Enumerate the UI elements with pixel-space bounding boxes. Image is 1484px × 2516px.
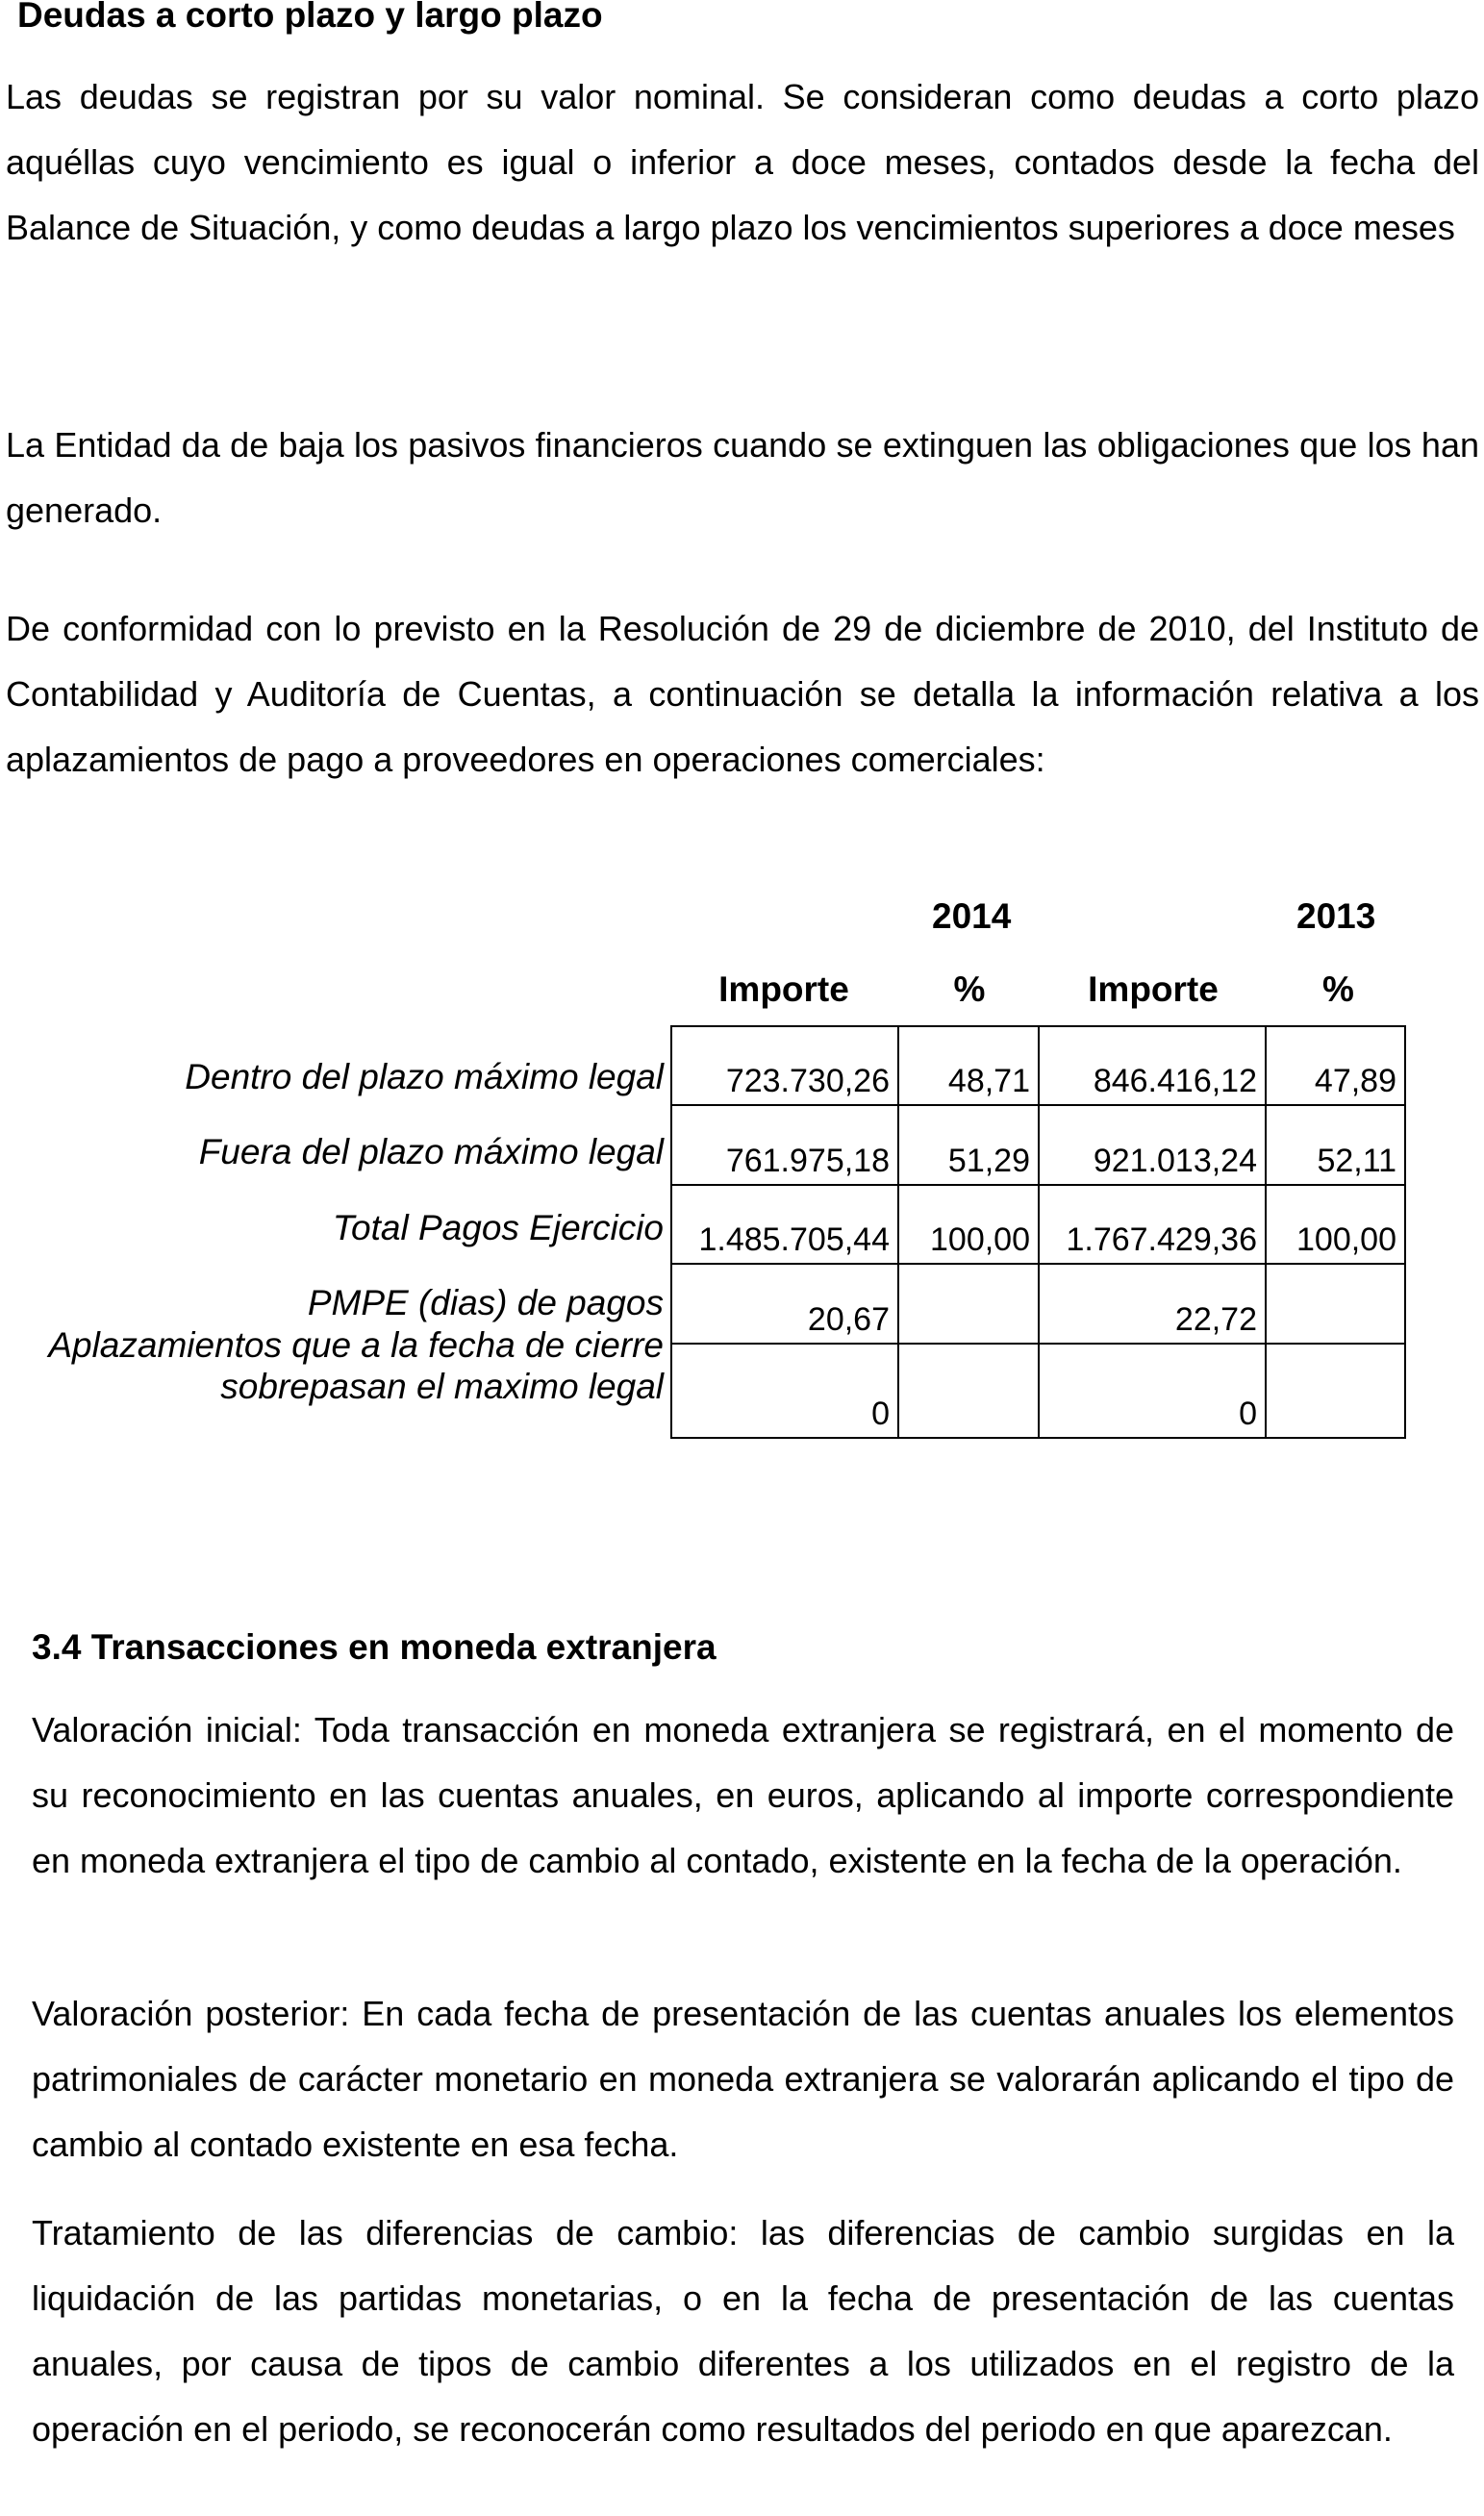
supplier-payments-table xyxy=(670,1025,1406,1439)
table-cell: 1.485.705,44 xyxy=(671,1185,898,1264)
section-heading-foreign-currency: 3.4 Transacciones en moneda extranjera xyxy=(32,1627,717,1667)
paragraph-initial-valuation: Valoración inicial: Toda transacción en moneda extranjera se registrará, en el momento de su reconocimiento en las cuentas anuales, en euros, aplicando al importe correspondiente en moneda extranjera el tipo de cambio al contado, existente en la fecha de la operación. xyxy=(32,1710,1454,1880)
row-label-deferrals-line2: sobrepasan el maximo legal xyxy=(220,1367,664,1406)
year-header-2013: 2013 xyxy=(1296,896,1376,936)
table-cell: 52,11 xyxy=(1266,1105,1405,1185)
table-cell: 1.767.429,36 xyxy=(1039,1185,1266,1264)
table-cell: 0 xyxy=(671,1344,898,1438)
year-header-2014: 2014 xyxy=(932,896,1012,936)
paragraph-debts-valuation: Las deudas se registran por su valor nominal. Se consideran como deudas a corto plazo aquéllas cuyo vencimiento es igual o inferior a doce meses, contados desde la fecha del Balance de Situación, y como deudas a largo plazo los vencimientos superiores a doce meses xyxy=(6,77,1479,247)
table-cell xyxy=(1266,1264,1405,1344)
table-row xyxy=(671,1344,1405,1438)
table-cell: 723.730,26 xyxy=(671,1026,898,1105)
table-cell: 761.975,18 xyxy=(671,1105,898,1185)
column-header-importe-2014: Importe xyxy=(718,969,849,1009)
row-label-total-payments: Total Pagos Ejercicio xyxy=(332,1208,664,1247)
column-header-percent-2013: % xyxy=(1322,969,1354,1009)
table-cell: 921.013,24 xyxy=(1039,1105,1266,1185)
table-cell: 100,00 xyxy=(1266,1185,1405,1264)
table-row xyxy=(671,1105,1405,1185)
paragraph-debts-resolution: De conformidad con lo previsto en la Resolución de 29 de diciembre de 2010, del Instituto de Contabilidad y Auditoría de Cuentas, a continuación se detalla la información relativa a los aplazamientos de pago a proveedores en operaciones comerciales: xyxy=(6,609,1479,779)
table-cell: 0 xyxy=(1039,1344,1266,1438)
paragraph-subsequent-valuation: Valoración posterior: En cada fecha de presentación de las cuentas anuales los elementos patrimoniales de carácter monetario en moneda extranjera se valorarán aplicando el tipo de cambio al contado existente en esa fecha. xyxy=(32,1994,1454,2164)
table-cell: 100,00 xyxy=(898,1185,1039,1264)
section-heading-debts: Deudas a corto plazo y largo plazo xyxy=(17,0,603,35)
table-cell xyxy=(1266,1344,1405,1438)
column-header-importe-2013: Importe xyxy=(1088,969,1219,1009)
table-cell xyxy=(898,1344,1039,1438)
table-cell: 51,29 xyxy=(898,1105,1039,1185)
row-label-within-legal-term: Dentro del plazo máximo legal xyxy=(185,1057,664,1096)
table-cell xyxy=(898,1264,1039,1344)
table-cell: 20,67 xyxy=(671,1264,898,1344)
table-row xyxy=(671,1026,1405,1105)
table-cell: 22,72 xyxy=(1039,1264,1266,1344)
table-cell: 846.416,12 xyxy=(1039,1026,1266,1105)
table-cell: 47,89 xyxy=(1266,1026,1405,1105)
row-label-pmpe: PMPE (dias) de pagos xyxy=(307,1283,664,1322)
table-row xyxy=(671,1185,1405,1264)
table-row xyxy=(671,1264,1405,1344)
paragraph-exchange-differences: Tratamiento de las diferencias de cambio: las diferencias de cambio surgidas en la liquidación de las partidas monetarias, o en la fecha de presentación de las cuentas anuales, por causa de tipos de cambio diferentes a los utilizados en el registro de la operación en el periodo, se reconocerán como resultados del periodo en que aparezcan. xyxy=(32,2213,1454,2449)
row-label-deferrals-line1: Aplazamientos que a la fecha de cierre xyxy=(48,1325,664,1365)
table-cell: 48,71 xyxy=(898,1026,1039,1105)
row-label-outside-legal-term: Fuera del plazo máximo legal xyxy=(198,1132,664,1171)
column-header-percent-2014: % xyxy=(953,969,986,1009)
paragraph-debts-derecognition: La Entidad da de baja los pasivos financieros cuando se extinguen las obligaciones que los han generado. xyxy=(6,425,1479,530)
